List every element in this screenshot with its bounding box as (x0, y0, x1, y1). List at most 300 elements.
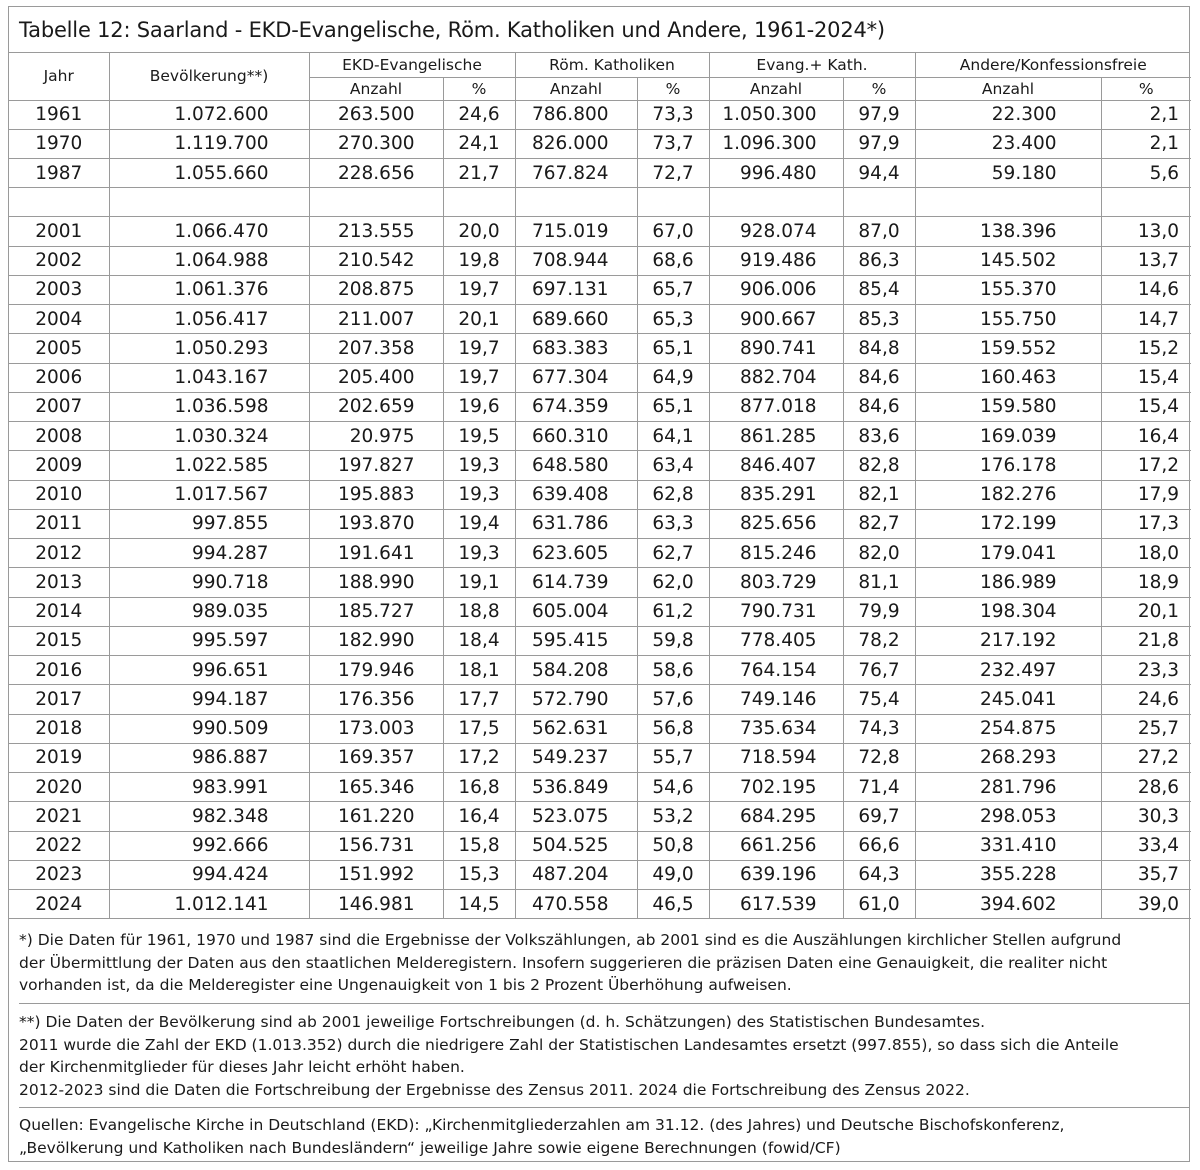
cell-kath-pct: 64,9 (637, 363, 709, 392)
data-table (9, 53, 1191, 919)
cell-evkath-anzahl: 790.731 (709, 597, 843, 626)
cell-andere-anzahl: 22.300 (915, 100, 1101, 129)
cell-kath-pct: 49,0 (637, 860, 709, 889)
cell-andere-pct: 24,6 (1101, 685, 1191, 714)
cell-bevoelkerung: 1.119.700 (109, 129, 309, 158)
cell-andere-anzahl (915, 188, 1101, 217)
cell-ekd-anzahl: 228.656 (309, 159, 443, 188)
cell-evkath-anzahl: 718.594 (709, 743, 843, 772)
cell-kath-pct: 61,2 (637, 597, 709, 626)
cell-ekd-pct: 19,5 (443, 422, 515, 451)
cell-kath-pct: 73,7 (637, 129, 709, 158)
cell-evkath-pct: 87,0 (843, 217, 915, 246)
cell-andere-anzahl: 179.041 (915, 539, 1101, 568)
cell-evkath-anzahl: 1.096.300 (709, 129, 843, 158)
cell-andere-pct: 18,0 (1101, 539, 1191, 568)
table-row (9, 100, 1191, 129)
cell-bevoelkerung: 1.056.417 (109, 305, 309, 334)
table-row (9, 129, 1191, 158)
cell-kath-anzahl: 536.849 (515, 773, 637, 802)
header-group-evang-kath: Evang.+ Kath. (709, 53, 915, 77)
cell-andere-anzahl: 298.053 (915, 802, 1101, 831)
cell-jahr: 2021 (9, 802, 109, 831)
cell-andere-pct: 2,1 (1101, 100, 1191, 129)
cell-andere-pct: 17,2 (1101, 451, 1191, 480)
cell-ekd-anzahl: 202.659 (309, 392, 443, 421)
cell-andere-anzahl: 355.228 (915, 860, 1101, 889)
cell-andere-anzahl: 138.396 (915, 217, 1101, 246)
cell-evkath-anzahl: 882.704 (709, 363, 843, 392)
table-row (9, 539, 1191, 568)
cell-jahr: 2011 (9, 509, 109, 538)
cell-evkath-pct: 82,7 (843, 509, 915, 538)
cell-ekd-anzahl: 270.300 (309, 129, 443, 158)
source-line: Quellen: Evangelische Kirche in Deutschland (EKD): „Kirchenmitgliederzahlen am 31.12. (des Jahres) und Deutsche Bischofskonferenz, (19, 1116, 1065, 1135)
cell-ekd-anzahl: 165.346 (309, 773, 443, 802)
table-row (9, 509, 1191, 538)
cell-ekd-anzahl: 151.992 (309, 860, 443, 889)
cell-bevoelkerung (109, 188, 309, 217)
cell-jahr: 2003 (9, 275, 109, 304)
cell-andere-pct: 18,9 (1101, 568, 1191, 597)
cell-evkath-pct: 74,3 (843, 714, 915, 743)
cell-andere-anzahl: 281.796 (915, 773, 1101, 802)
cell-ekd-pct: 19,3 (443, 451, 515, 480)
cell-kath-pct: 53,2 (637, 802, 709, 831)
header-group-katholiken: Röm. Katholiken (515, 53, 709, 77)
cell-evkath-pct: 94,4 (843, 159, 915, 188)
cell-evkath-pct: 66,6 (843, 831, 915, 860)
cell-andere-anzahl: 186.989 (915, 568, 1101, 597)
cell-evkath-pct: 83,6 (843, 422, 915, 451)
cell-evkath-pct: 61,0 (843, 890, 915, 919)
table-row (9, 714, 1191, 743)
footnote-line: *) Die Daten für 1961, 1970 und 1987 sind die Ergebnisse der Volkszählungen, ab 2001 sind es die Auszählungen kirchlicher Stellen aufgrund (19, 931, 1122, 950)
cell-jahr: 2018 (9, 714, 109, 743)
cell-andere-anzahl: 198.304 (915, 597, 1101, 626)
table-row (9, 422, 1191, 451)
cell-ekd-pct (443, 188, 515, 217)
cell-bevoelkerung: 986.887 (109, 743, 309, 772)
cell-bevoelkerung: 1.043.167 (109, 363, 309, 392)
cell-ekd-pct: 18,8 (443, 597, 515, 626)
cell-kath-anzahl: 826.000 (515, 129, 637, 158)
cell-ekd-anzahl: 197.827 (309, 451, 443, 480)
cell-andere-anzahl: 23.400 (915, 129, 1101, 158)
source-line: „Bevölkerung und Katholiken nach Bundesländern“ jeweilige Jahre sowie eigene Berechnungen (fowid/CF) (19, 1139, 841, 1157)
cell-ekd-pct: 17,2 (443, 743, 515, 772)
cell-evkath-pct: 84,6 (843, 363, 915, 392)
cell-evkath-anzahl: 778.405 (709, 626, 843, 655)
cell-andere-anzahl: 59.180 (915, 159, 1101, 188)
cell-kath-pct: 62,8 (637, 480, 709, 509)
cell-kath-anzahl: 605.004 (515, 597, 637, 626)
cell-ekd-anzahl: 169.357 (309, 743, 443, 772)
cell-kath-pct: 65,3 (637, 305, 709, 334)
cell-andere-pct: 21,8 (1101, 626, 1191, 655)
cell-evkath-anzahl: 877.018 (709, 392, 843, 421)
cell-ekd-pct: 17,5 (443, 714, 515, 743)
cell-evkath-pct: 64,3 (843, 860, 915, 889)
cell-evkath-anzahl: 996.480 (709, 159, 843, 188)
cell-bevoelkerung: 989.035 (109, 597, 309, 626)
cell-kath-anzahl: 470.558 (515, 890, 637, 919)
cell-andere-pct: 39,0 (1101, 890, 1191, 919)
cell-jahr: 2016 (9, 656, 109, 685)
cell-evkath-anzahl: 928.074 (709, 217, 843, 246)
cell-evkath-anzahl: 825.656 (709, 509, 843, 538)
header-pct: % (637, 77, 709, 100)
cell-kath-anzahl: 648.580 (515, 451, 637, 480)
cell-kath-pct: 65,1 (637, 334, 709, 363)
footnote-population (19, 1004, 1189, 1108)
cell-ekd-anzahl: 213.555 (309, 217, 443, 246)
cell-jahr: 2022 (9, 831, 109, 860)
header-group-andere: Andere/Konfessionsfreie (915, 53, 1191, 77)
cell-ekd-anzahl: 191.641 (309, 539, 443, 568)
cell-kath-anzahl: 715.019 (515, 217, 637, 246)
cell-kath-anzahl: 767.824 (515, 159, 637, 188)
cell-ekd-pct: 19,1 (443, 568, 515, 597)
cell-kath-anzahl: 487.204 (515, 860, 637, 889)
cell-kath-anzahl: 786.800 (515, 100, 637, 129)
cell-andere-pct: 15,4 (1101, 363, 1191, 392)
cell-bevoelkerung: 994.287 (109, 539, 309, 568)
cell-ekd-anzahl: 173.003 (309, 714, 443, 743)
cell-kath-anzahl: 697.131 (515, 275, 637, 304)
cell-andere-pct: 35,7 (1101, 860, 1191, 889)
cell-kath-pct: 46,5 (637, 890, 709, 919)
cell-evkath-anzahl: 900.667 (709, 305, 843, 334)
cell-ekd-anzahl: 193.870 (309, 509, 443, 538)
cell-evkath-anzahl: 803.729 (709, 568, 843, 597)
cell-ekd-pct: 15,3 (443, 860, 515, 889)
cell-ekd-anzahl: 182.990 (309, 626, 443, 655)
header-pct: % (443, 77, 515, 100)
table-document (8, 6, 1190, 1162)
cell-bevoelkerung: 990.509 (109, 714, 309, 743)
table-row (9, 451, 1191, 480)
cell-evkath-pct: 69,7 (843, 802, 915, 831)
cell-jahr: 2013 (9, 568, 109, 597)
cell-kath-anzahl: 623.605 (515, 539, 637, 568)
header-anzahl: Anzahl (515, 77, 637, 100)
cell-evkath-pct: 71,4 (843, 773, 915, 802)
cell-kath-anzahl: 708.944 (515, 246, 637, 275)
cell-andere-anzahl: 145.502 (915, 246, 1101, 275)
cell-ekd-pct: 19,8 (443, 246, 515, 275)
cell-andere-pct: 33,4 (1101, 831, 1191, 860)
cell-andere-anzahl: 172.199 (915, 509, 1101, 538)
cell-jahr: 2012 (9, 539, 109, 568)
cell-kath-anzahl: 674.359 (515, 392, 637, 421)
cell-andere-anzahl: 217.192 (915, 626, 1101, 655)
cell-evkath-anzahl: 617.539 (709, 890, 843, 919)
cell-jahr: 2006 (9, 363, 109, 392)
cell-kath-pct (637, 188, 709, 217)
cell-andere-pct: 30,3 (1101, 802, 1191, 831)
cell-ekd-anzahl: 210.542 (309, 246, 443, 275)
cell-ekd-anzahl (309, 188, 443, 217)
footnote-census (19, 919, 1189, 1004)
cell-kath-pct: 63,3 (637, 509, 709, 538)
cell-evkath-anzahl: 835.291 (709, 480, 843, 509)
table-row (9, 656, 1191, 685)
cell-evkath-pct: 84,8 (843, 334, 915, 363)
cell-bevoelkerung: 1.012.141 (109, 890, 309, 919)
cell-kath-pct: 67,0 (637, 217, 709, 246)
cell-evkath-anzahl: 735.634 (709, 714, 843, 743)
cell-ekd-anzahl: 195.883 (309, 480, 443, 509)
cell-andere-pct: 17,9 (1101, 480, 1191, 509)
cell-ekd-pct: 20,1 (443, 305, 515, 334)
cell-ekd-pct: 19,4 (443, 509, 515, 538)
cell-ekd-anzahl: 179.946 (309, 656, 443, 685)
cell-ekd-anzahl: 188.990 (309, 568, 443, 597)
cell-ekd-anzahl: 185.727 (309, 597, 443, 626)
cell-andere-pct: 15,2 (1101, 334, 1191, 363)
cell-jahr: 2004 (9, 305, 109, 334)
cell-jahr: 2008 (9, 422, 109, 451)
cell-evkath-anzahl: 906.006 (709, 275, 843, 304)
cell-kath-pct: 72,7 (637, 159, 709, 188)
table-row (9, 743, 1191, 772)
header-bevoelkerung: Bevölkerung**) (109, 53, 309, 100)
table-row (9, 860, 1191, 889)
cell-ekd-pct: 17,7 (443, 685, 515, 714)
table-row (9, 334, 1191, 363)
cell-andere-anzahl: 159.580 (915, 392, 1101, 421)
footnote-line: 2011 wurde die Zahl der EKD (1.013.352) durch die niedrigere Zahl der Statistischen Landesamtes ersetzt (997.855), so dass sich die Anteile (19, 1035, 1119, 1054)
cell-bevoelkerung: 1.036.598 (109, 392, 309, 421)
cell-ekd-anzahl: 211.007 (309, 305, 443, 334)
cell-ekd-pct: 14,5 (443, 890, 515, 919)
cell-andere-pct: 17,3 (1101, 509, 1191, 538)
cell-bevoelkerung: 995.597 (109, 626, 309, 655)
cell-kath-anzahl: 689.660 (515, 305, 637, 334)
cell-andere-pct: 5,6 (1101, 159, 1191, 188)
cell-kath-anzahl: 562.631 (515, 714, 637, 743)
cell-ekd-pct: 19,7 (443, 275, 515, 304)
cell-kath-pct: 73,3 (637, 100, 709, 129)
table-row (9, 685, 1191, 714)
cell-andere-anzahl: 155.750 (915, 305, 1101, 334)
table-row (9, 626, 1191, 655)
cell-andere-anzahl: 159.552 (915, 334, 1101, 363)
table-title: Tabelle 12: Saarland - EKD-Evangelische, Röm. Katholiken und Andere, 1961-2024*) (9, 7, 1189, 53)
cell-ekd-anzahl: 263.500 (309, 100, 443, 129)
cell-kath-anzahl: 677.304 (515, 363, 637, 392)
cell-ekd-pct: 19,3 (443, 539, 515, 568)
cell-jahr: 2023 (9, 860, 109, 889)
cell-andere-pct: 25,7 (1101, 714, 1191, 743)
cell-evkath-pct: 85,4 (843, 275, 915, 304)
cell-evkath-anzahl: 890.741 (709, 334, 843, 363)
cell-bevoelkerung: 1.072.600 (109, 100, 309, 129)
cell-evkath-anzahl (709, 188, 843, 217)
cell-evkath-pct: 82,1 (843, 480, 915, 509)
cell-kath-pct: 68,6 (637, 246, 709, 275)
cell-kath-pct: 56,8 (637, 714, 709, 743)
cell-jahr: 2017 (9, 685, 109, 714)
cell-jahr: 2007 (9, 392, 109, 421)
cell-jahr: 2014 (9, 597, 109, 626)
cell-ekd-anzahl: 161.220 (309, 802, 443, 831)
cell-evkath-pct: 72,8 (843, 743, 915, 772)
cell-evkath-pct: 97,9 (843, 129, 915, 158)
cell-kath-pct: 59,8 (637, 626, 709, 655)
header-pct: % (1101, 77, 1191, 100)
table-row (9, 392, 1191, 421)
cell-andere-anzahl: 268.293 (915, 743, 1101, 772)
table-row (9, 363, 1191, 392)
cell-jahr: 1987 (9, 159, 109, 188)
table-row (9, 802, 1191, 831)
cell-bevoelkerung: 1.055.660 (109, 159, 309, 188)
cell-kath-pct: 58,6 (637, 656, 709, 685)
cell-andere-pct: 28,6 (1101, 773, 1191, 802)
cell-ekd-pct: 24,1 (443, 129, 515, 158)
cell-andere-anzahl: 245.041 (915, 685, 1101, 714)
cell-evkath-anzahl: 861.285 (709, 422, 843, 451)
cell-ekd-pct: 24,6 (443, 100, 515, 129)
table-row (9, 217, 1191, 246)
cell-evkath-pct: 81,1 (843, 568, 915, 597)
table-row (9, 159, 1191, 188)
cell-andere-pct: 14,6 (1101, 275, 1191, 304)
table-row (9, 831, 1191, 860)
cell-evkath-anzahl: 919.486 (709, 246, 843, 275)
cell-evkath-pct: 76,7 (843, 656, 915, 685)
cell-kath-pct: 65,1 (637, 392, 709, 421)
cell-jahr: 1961 (9, 100, 109, 129)
cell-kath-anzahl: 614.739 (515, 568, 637, 597)
cell-evkath-anzahl: 1.050.300 (709, 100, 843, 129)
cell-bevoelkerung: 1.022.585 (109, 451, 309, 480)
cell-ekd-anzahl: 208.875 (309, 275, 443, 304)
cell-kath-pct: 64,1 (637, 422, 709, 451)
cell-andere-pct (1101, 188, 1191, 217)
cell-andere-pct: 2,1 (1101, 129, 1191, 158)
table-row (9, 890, 1191, 919)
table-row (9, 305, 1191, 334)
table-row (9, 773, 1191, 802)
cell-evkath-pct: 97,9 (843, 100, 915, 129)
sources (19, 1108, 1189, 1159)
footnote-line: 2012-2023 sind die Daten die Fortschreibung der Ergebnisse des Zensus 2011. 2024 die Fortschreibung des Zensus 2022. (19, 1080, 970, 1099)
cell-andere-anzahl: 169.039 (915, 422, 1101, 451)
cell-kath-pct: 65,7 (637, 275, 709, 304)
cell-jahr: 2010 (9, 480, 109, 509)
table-row (9, 568, 1191, 597)
cell-andere-pct: 16,4 (1101, 422, 1191, 451)
cell-ekd-anzahl: 156.731 (309, 831, 443, 860)
cell-bevoelkerung: 992.666 (109, 831, 309, 860)
cell-jahr: 2001 (9, 217, 109, 246)
cell-evkath-pct: 82,0 (843, 539, 915, 568)
cell-evkath-anzahl: 661.256 (709, 831, 843, 860)
cell-evkath-anzahl: 846.407 (709, 451, 843, 480)
cell-kath-pct: 57,6 (637, 685, 709, 714)
cell-jahr: 1970 (9, 129, 109, 158)
cell-ekd-anzahl: 176.356 (309, 685, 443, 714)
cell-jahr: 2002 (9, 246, 109, 275)
cell-ekd-pct: 18,4 (443, 626, 515, 655)
cell-andere-anzahl: 176.178 (915, 451, 1101, 480)
cell-jahr: 2019 (9, 743, 109, 772)
cell-bevoelkerung: 1.066.470 (109, 217, 309, 246)
cell-andere-pct: 13,7 (1101, 246, 1191, 275)
cell-kath-pct: 50,8 (637, 831, 709, 860)
cell-ekd-pct: 16,8 (443, 773, 515, 802)
cell-kath-anzahl (515, 188, 637, 217)
cell-andere-pct: 20,1 (1101, 597, 1191, 626)
cell-ekd-pct: 19,3 (443, 480, 515, 509)
cell-bevoelkerung: 1.061.376 (109, 275, 309, 304)
cell-bevoelkerung: 1.050.293 (109, 334, 309, 363)
cell-evkath-pct (843, 188, 915, 217)
cell-evkath-anzahl: 749.146 (709, 685, 843, 714)
cell-andere-pct: 13,0 (1101, 217, 1191, 246)
cell-bevoelkerung: 982.348 (109, 802, 309, 831)
cell-kath-pct: 54,6 (637, 773, 709, 802)
cell-kath-anzahl: 523.075 (515, 802, 637, 831)
cell-evkath-anzahl: 702.195 (709, 773, 843, 802)
table-row (9, 246, 1191, 275)
footnote-line: der Übermittlung der Daten aus den staatlichen Melderegistern. Insofern suggerieren die präzisen Daten eine Genauigkeit, die realiter nicht (19, 953, 1108, 972)
cell-kath-pct: 62,0 (637, 568, 709, 597)
cell-andere-anzahl: 155.370 (915, 275, 1101, 304)
cell-bevoelkerung: 1.030.324 (109, 422, 309, 451)
cell-kath-anzahl: 631.786 (515, 509, 637, 538)
cell-andere-pct: 27,2 (1101, 743, 1191, 772)
cell-ekd-pct: 19,7 (443, 334, 515, 363)
cell-ekd-anzahl: 205.400 (309, 363, 443, 392)
cell-bevoelkerung: 983.991 (109, 773, 309, 802)
cell-bevoelkerung: 997.855 (109, 509, 309, 538)
table-row (9, 275, 1191, 304)
cell-bevoelkerung: 996.651 (109, 656, 309, 685)
table-row (9, 480, 1191, 509)
cell-andere-anzahl: 182.276 (915, 480, 1101, 509)
header-anzahl: Anzahl (915, 77, 1101, 100)
cell-kath-anzahl: 639.408 (515, 480, 637, 509)
header-anzahl: Anzahl (709, 77, 843, 100)
cell-evkath-pct: 79,9 (843, 597, 915, 626)
cell-kath-anzahl: 584.208 (515, 656, 637, 685)
cell-evkath-anzahl: 639.196 (709, 860, 843, 889)
cell-ekd-anzahl: 207.358 (309, 334, 443, 363)
cell-jahr: 2005 (9, 334, 109, 363)
footnote-line: **) Die Daten der Bevölkerung sind ab 2001 jeweilige Fortschreibungen (d. h. Schätzungen) des Statistischen Bundesamtes. (19, 1013, 986, 1032)
cell-evkath-pct: 85,3 (843, 305, 915, 334)
cell-jahr: 2024 (9, 890, 109, 919)
cell-kath-anzahl: 660.310 (515, 422, 637, 451)
cell-kath-anzahl: 595.415 (515, 626, 637, 655)
cell-kath-pct: 55,7 (637, 743, 709, 772)
table-row (9, 188, 1191, 217)
cell-evkath-pct: 86,3 (843, 246, 915, 275)
cell-ekd-pct: 20,0 (443, 217, 515, 246)
table-row (9, 597, 1191, 626)
cell-evkath-pct: 84,6 (843, 392, 915, 421)
cell-kath-pct: 62,7 (637, 539, 709, 568)
cell-andere-pct: 23,3 (1101, 656, 1191, 685)
cell-ekd-pct: 19,6 (443, 392, 515, 421)
cell-kath-anzahl: 683.383 (515, 334, 637, 363)
cell-bevoelkerung: 994.424 (109, 860, 309, 889)
cell-andere-anzahl: 254.875 (915, 714, 1101, 743)
